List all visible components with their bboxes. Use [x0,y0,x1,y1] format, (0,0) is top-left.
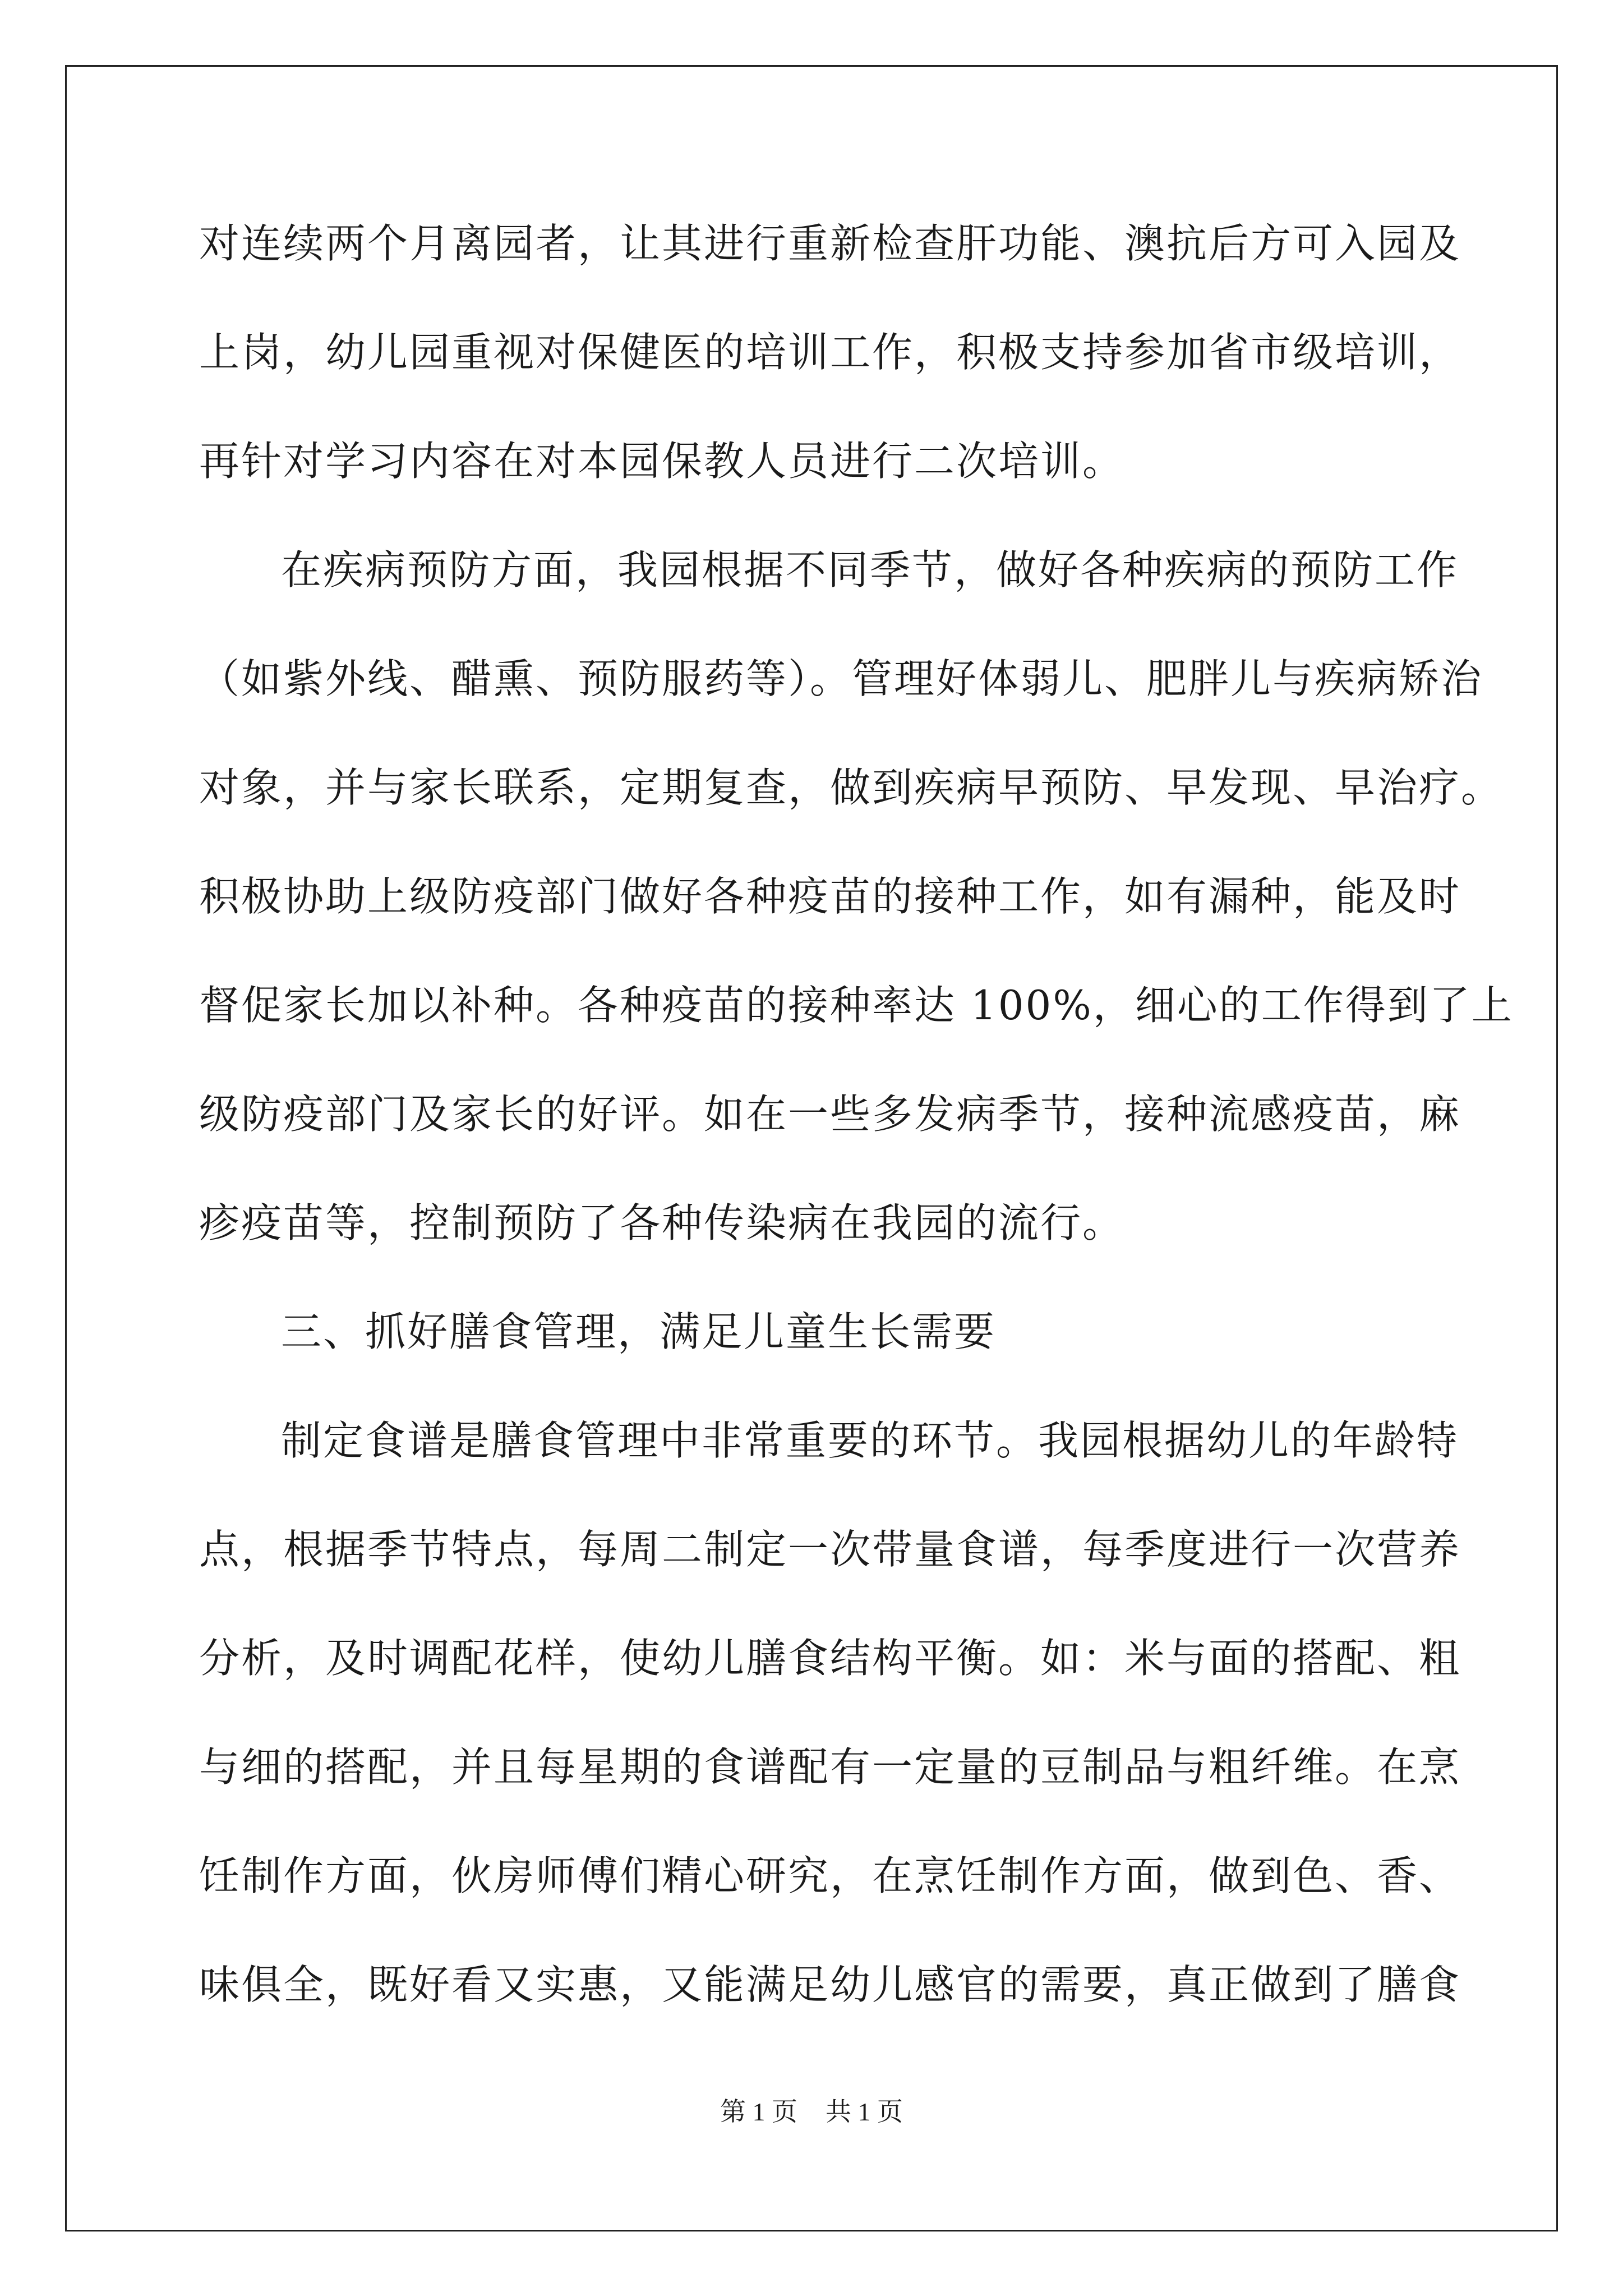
paragraph-first-line: 制定食谱是膳食管理中非常重要的环节。我园根据幼儿的年龄特 [281,1417,1459,1464]
body-line: （如紫外线、醋熏、预防服药等）。管理好体弱儿、肥胖儿与疾病矫治 [199,655,1483,702]
paragraph-first-line: 在疾病预防方面，我园根据不同季节，做好各种疾病的预防工作 [281,546,1459,593]
section-heading: 三、抓好膳食管理，满足儿童生长需要 [281,1308,997,1355]
body-line: 督促家长加以补种。各种疫苗的接种率达 100%，细心的工作得到了上 [199,982,1514,1029]
page-number: 第 1 页 [720,2097,797,2126]
body-line: 级防疫部门及家长的好评。如在一些多发病季节，接种流感疫苗，麻 [199,1091,1461,1138]
body-line: 味俱全，既好看又实惠，又能满足幼儿感官的需要，真正做到了膳食 [199,1961,1461,2008]
body-line: 与细的搭配，并且每星期的食谱配有一定量的豆制品与粗纤维。在烹 [199,1743,1461,1791]
body-line: 饪制作方面，伙房师傅们精心研究，在烹饪制作方面，做到色、香、 [199,1852,1461,1899]
body-line: 再针对学习内容在对本园保教人员进行二次培训。 [199,438,1125,485]
body-line: 点，根据季节特点，每周二制定一次带量食谱，每季度进行一次营养 [199,1526,1461,1573]
body-line: 疹疫苗等，控制预防了各种传染病在我园的流行。 [199,1199,1125,1246]
page-footer [0,2095,1623,2129]
body-line: 分析，及时调配花样，使幼儿膳食结构平衡。如：米与面的搭配、粗 [199,1635,1461,1682]
body-line: 对连续两个月离园者，让其进行重新检查肝功能、澳抗后方可入园及 [199,220,1461,267]
body-line: 上岗，幼儿园重视对保健医的培训工作，积极支持参加省市级培训， [199,329,1461,376]
page-total: 共 1 页 [826,2097,903,2126]
body-line: 积极协助上级防疫部门做好各种疫苗的接种工作，如有漏种，能及时 [199,873,1461,920]
body-line: 对象，并与家长联系，定期复查，做到疾病早预防、早发现、早治疗。 [199,764,1504,811]
